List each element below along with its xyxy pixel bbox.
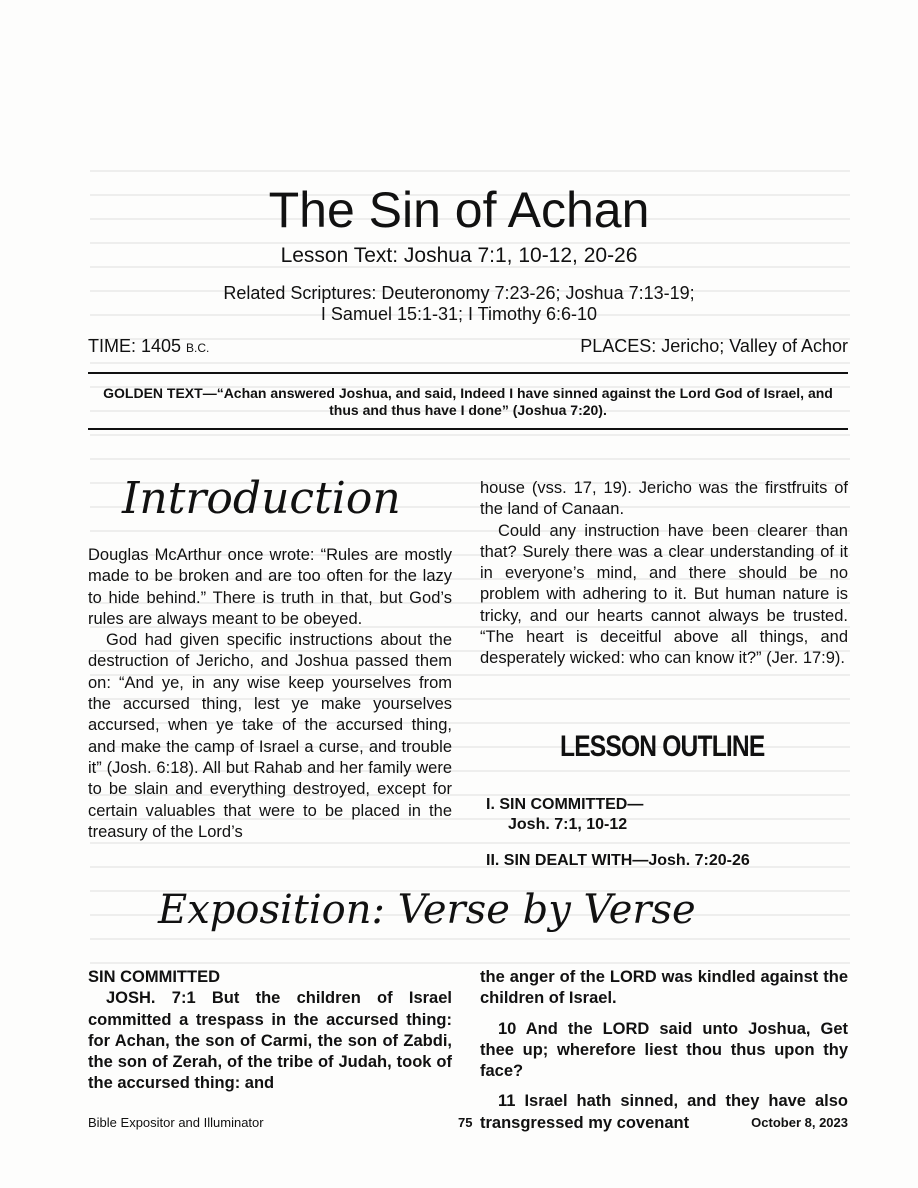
related-scriptures-line-2: I Samuel 15:1-31; I Timothy 6:6-10 [320,304,598,324]
outline-item-1 [486,795,856,835]
exposition-verse-1-continued: the anger of the LORD was kindled against the children of Israel. [480,968,848,1008]
lesson-outline-heading: LESSON OUTLINE [560,730,765,763]
exposition-heading: Exposition: Verse by Verse [158,887,696,933]
footer-publication: Bible Expositor and Illuminator [88,1115,264,1130]
footer-date: October 8, 2023 [751,1115,848,1130]
places-label: PLACES: Jericho; Valley of Achor [580,336,848,356]
introduction-paragraph-4: Could any instruction have been clearer than that? Surely there was a clear understanding of it in everyone’s mind, and there should be no problem with adhering to it. But human nature is tricky, and our hearts cannot always be trusted. “The heart is deceitful above all things, and desperately wicked: who can know it?” (Jer. 17:9). [480,521,848,668]
exposition-subhead: SIN COMMITTED [88,968,220,986]
outline-item-1-title: I. SIN COMMITTED— [486,796,644,813]
outline-item-1-reference: Josh. 7:1, 10-12 [508,816,628,833]
related-scriptures [0,283,918,325]
outline-item-2: II. SIN DEALT WITH—Josh. 7:20-26 [486,852,750,869]
lesson-title: The Sin of Achan [268,182,650,238]
golden-text-top-rule [88,372,848,374]
introduction-heading: Introduction [122,473,401,524]
exposition-verse-10: 10 And the LORD said unto Joshua, Get thee up; wherefore liest thou thus upon thy face? [480,1019,848,1081]
introduction-right-column [480,478,848,670]
time-label [88,336,209,357]
lesson-outline [486,795,856,887]
time-era: B.C. [186,341,210,355]
time-value: TIME: 1405 [88,336,187,356]
introduction-left-column [88,545,452,843]
exposition-left-column [88,967,452,1095]
golden-text: GOLDEN TEXT—“Achan answered Joshua, and said, Indeed I have sinned against the Lord God of Israel, and thus and thus have I done” (Joshua 7:20). [103,385,833,418]
exposition-verse-11: 11 Israel hath sinned, and they have also transgressed my covenant [480,1092,848,1132]
lesson-text-reference: Lesson Text: Joshua 7:1, 10-12, 20-26 [280,244,638,267]
introduction-paragraph-1: Douglas McArthur once wrote: “Rules are mostly made to be broken and are too often for the lazy to hide behind.” There is truth in that, but God’s rules are always meant to be obeyed. [88,546,452,628]
exposition-verse-1: JOSH. 7:1 But the children of Israel committed a trespass in the accursed thing: for Achan, the son of Carmi, the son of Zabdi, the son of Zerah, of the tribe of Judah, took of the accursed thing: and [88,989,452,1093]
golden-text-bottom-rule [88,428,848,430]
introduction-paragraph-3: house (vss. 17, 19). Jericho was the firstfruits of the land of Canaan. [480,479,848,519]
footer-page-number: 75 [458,1115,473,1130]
related-scriptures-line-1: Related Scriptures: Deuteronomy 7:23-26; Joshua 7:13-19; [223,283,695,303]
introduction-paragraph-2: God had given specific instructions about the destruction of Jericho, and Joshua passed them on: “And ye, in any wise keep yourselves from the accursed thing, lest ye make yourselves accursed, when ye take of the accursed thing, and make the camp of Israel a curse, and trouble it” (Josh. 6:18). All but Rahab and her family were to be slain and everything destroyed, except for certain valuables that were to be placed in the treasury of the Lord’s [88,631,452,841]
